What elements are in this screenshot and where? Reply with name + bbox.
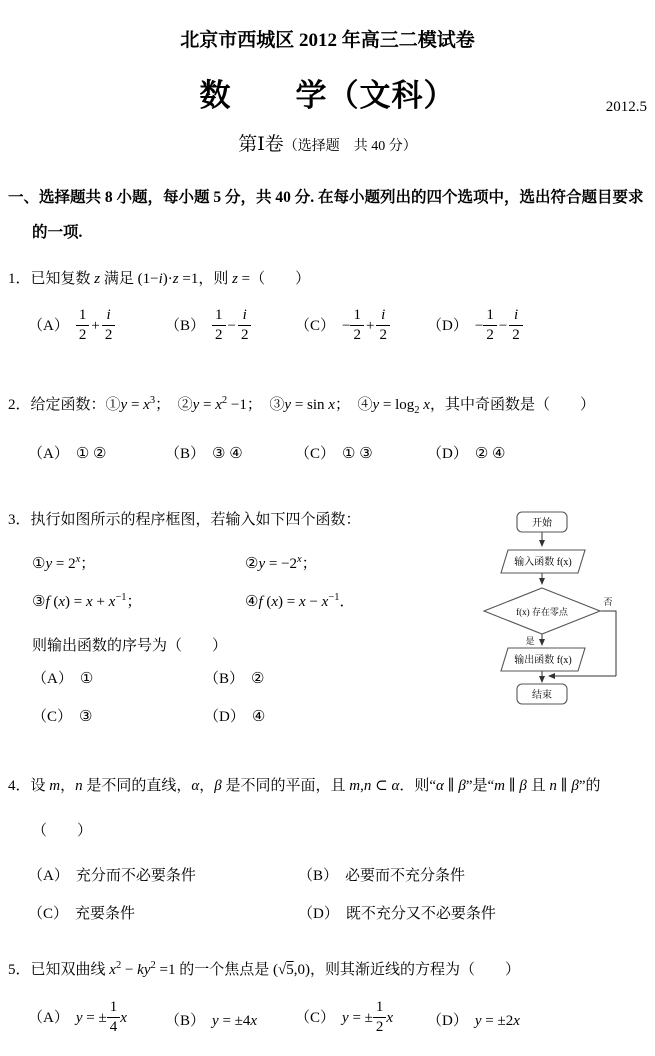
option-value: ① ③ (342, 446, 373, 462)
question-3-number: 3． (8, 512, 31, 528)
question-5 (0, 957, 655, 1046)
question-5-options (8, 992, 647, 1046)
option-label: （B） (165, 1012, 206, 1029)
option-label: （A） (28, 1010, 69, 1027)
option-label: （D） (427, 446, 468, 462)
question-2-option-c (295, 442, 427, 463)
option-label: （B） (204, 671, 245, 687)
function-1: ①y = $2^x$； (32, 554, 96, 572)
question-5-option-a (28, 998, 165, 1038)
option-value: 既不充分又不必要条件 (345, 906, 496, 922)
option-label: （A） (28, 318, 69, 335)
question-1-option-d (427, 306, 647, 346)
question-3-stem-text: 执行如图所示的程序框图，若输入如下四个函数： (30, 512, 361, 528)
flowchart-output-label: 输出函数 f(x) (514, 655, 572, 666)
option-label: （B） (165, 318, 206, 335)
option-value: − $\frac{1}{2}$ − $\frac{i}{2}$ (475, 318, 523, 334)
question-4-option-d (298, 902, 647, 923)
option-value: y = ± $\frac{1}{2}$ x (342, 998, 394, 1035)
question-2-stem (8, 392, 647, 418)
option-value: y = ±2x (474, 1012, 520, 1029)
question-2-stem-text: 给定函数：①y = $x^3$； ②y = $x^2 -1$； ③y = sin x； ④y = $\log_2 x$，其中奇函数是（ ） (30, 395, 595, 416)
question-1-option-b (165, 306, 295, 346)
question-5-option-c (295, 998, 427, 1038)
question-1-number: 1． (8, 271, 31, 287)
question-4 (0, 764, 655, 923)
option-value: y = ±4x (212, 1012, 258, 1029)
question-4-stem-text: 设 m，n 是不同的直线，α，β 是不同的平面，且 m,n ⊂ α．则“α ∥ β”是“m ∥ β 且 n ∥ β”的（ ） (30, 778, 601, 839)
question-2-options (8, 442, 647, 463)
option-label: （C） (295, 446, 336, 462)
question-2-option-b (165, 442, 295, 463)
question-2-option-d (427, 442, 647, 463)
question-1 (0, 266, 655, 354)
option-label: （B） (298, 868, 339, 884)
question-4-options (8, 864, 647, 923)
subject-row (0, 73, 655, 119)
flowchart (481, 504, 633, 712)
question-1-options (8, 300, 647, 354)
question-5-option-d (427, 1009, 647, 1030)
section-instructions: 一、选择题共 8 小题，每小题 5 分，共 40 分. 在每小题列出的四个选项中，选出符合题目要求的一项. (8, 189, 644, 241)
flowchart-yes-label: 是 (525, 636, 535, 646)
question-1-stem (8, 266, 647, 292)
part-title: 第Ⅰ卷 (238, 134, 284, 155)
option-label: （C） (32, 709, 73, 725)
option-value: ③ (79, 709, 93, 725)
option-label: （D） (298, 906, 339, 922)
option-label: （C） (28, 906, 69, 922)
question-4-option-a (28, 864, 298, 885)
question-4-option-c (28, 902, 298, 923)
option-label: （D） (427, 1012, 468, 1029)
option-label: （A） (32, 671, 73, 687)
option-value: ① ② (75, 446, 107, 462)
question-1-option-a (28, 306, 165, 346)
question-4-stem (8, 764, 647, 854)
question-5-stem-text: 已知双曲线 $x^2 - ky^2 =1$ 的一个焦点是 (√5,0)，则其渐近线的方程为（ ） (30, 960, 520, 978)
flowchart-input-label: 输入函数 f(x) (514, 557, 572, 568)
option-label: （D） (204, 709, 245, 725)
question-5-number: 5． (8, 962, 31, 978)
option-label: （B） (165, 446, 206, 462)
question-3-tail: 则输出函数的序号为（ ） (32, 638, 228, 654)
option-value: ① (79, 671, 94, 687)
question-5-option-b (165, 1009, 295, 1030)
option-value: ④ (251, 709, 266, 725)
option-value: 充要条件 (75, 906, 136, 922)
question-5-stem (8, 957, 647, 984)
option-label: （D） (427, 318, 468, 335)
flowchart-decision-label: f(x) 存在零点 (516, 607, 568, 617)
option-value: ② ④ (474, 446, 506, 462)
function-4: ④f $(x) = x - x^{-1}$． (245, 592, 355, 610)
question-4-number: 4． (8, 778, 31, 794)
question-3-option-c (32, 707, 204, 728)
option-value: 充分而不必要条件 (75, 868, 196, 884)
function-3: ③f $(x) = x + x^{-1}$； (32, 592, 142, 610)
question-2 (0, 392, 655, 463)
option-label: （A） (28, 446, 69, 462)
page-title: 北京市西城区 2012 年高三二模试卷 (180, 30, 475, 51)
part-subtitle: （选择题 共 40 分） (283, 139, 417, 154)
exam-date: 2012.5 (605, 99, 647, 115)
question-1-option-c (295, 306, 427, 346)
function-2: ②y = $-2^x$； (245, 554, 317, 572)
option-value: ③ ④ (212, 446, 243, 462)
option-value: y = ± $\frac{1}{4}$ x (75, 998, 127, 1035)
option-label: （A） (28, 868, 69, 884)
question-2-option-a (28, 442, 165, 463)
option-value: − $\frac{1}{2}$ + $\frac{i}{2}$ (342, 318, 390, 334)
option-value: $\frac{1}{2}$ − $\frac{i}{2}$ (212, 318, 251, 334)
option-value: ② (251, 671, 265, 687)
question-1-stem-text: 已知复数 z 满足 (1−i)·z =1，则 z =（ ） (30, 271, 311, 287)
question-3-option-a (32, 669, 204, 690)
option-value: 必要而不充分条件 (345, 868, 466, 884)
question-2-number: 2． (8, 397, 31, 413)
flowchart-end-label: 结束 (532, 690, 552, 701)
subject-title: 数 学（文科） (199, 78, 456, 113)
part-title-row (0, 131, 655, 158)
option-label: （C） (295, 1010, 336, 1027)
flowchart-start-label: 开始 (532, 518, 552, 529)
option-value: $\frac{1}{2}$ + $\frac{i}{2}$ (76, 318, 115, 334)
option-label: （C） (295, 318, 336, 335)
question-4-option-b (298, 864, 647, 885)
flowchart-no-label: 否 (603, 597, 613, 607)
